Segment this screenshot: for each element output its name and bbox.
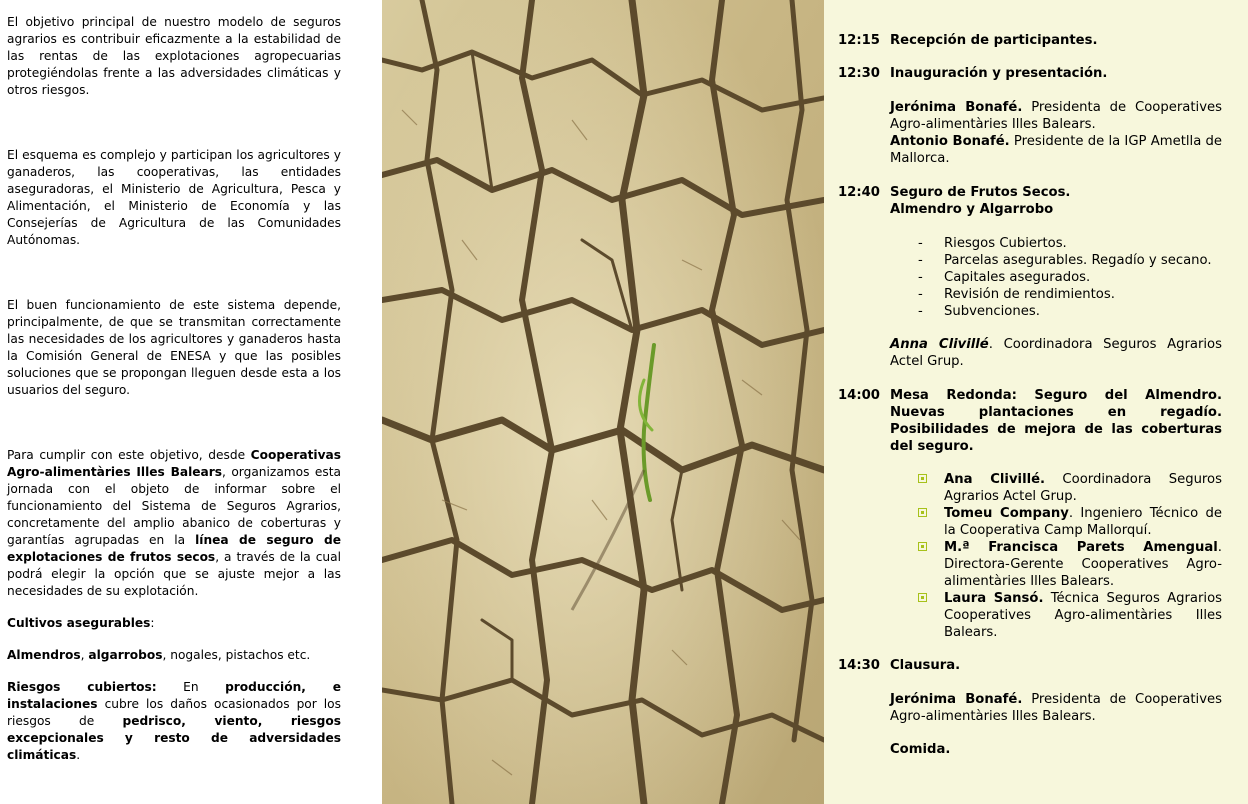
agenda-time: 12:30 <box>838 66 880 81</box>
panel-list <box>838 471 1222 641</box>
agenda-time: 14:00 <box>838 388 880 403</box>
left-text <box>7 14 341 764</box>
scheme-paragraph: El esquema es complejo y participan los agricultores y ganaderos, las cooperativas, las entidades aseguradoras, el Ministerio de Agricultura, Pesca y Alimentación, el Ministerio de Economía y las Consejerías de Agricultura de las Comunidades Autónomas. <box>7 148 341 247</box>
objective-paragraph: Para cumplir con este objetivo, desde Cooperativas Agro-alimentàries Illes Balears, organizamos esta jornada con el objeto de informar sobre el funcionamiento del Sistema de Seguros Agrarios, concretamente del amplio abanico de coberturas y garantías agrupadas en la línea de seguro de explotaciones de frutos secos, a través de la cual podrá elegir la opción que se ajuste mejor a las necesidades de su explotación. <box>7 448 341 598</box>
list-item: - Parcelas asegurables. Regadío y secano. <box>918 253 1212 268</box>
program-agenda <box>838 32 1222 758</box>
agenda-title: Clausura. <box>890 658 961 673</box>
list-item: Laura Sansó. Técnica Seguros Agrarios Cooperatives Agro-alimentàries Illes Balears. <box>918 590 1222 641</box>
speaker: Anna Clivillé. Coordinadora Seguros Agrarios Actel Grup. <box>890 337 1222 369</box>
speaker: Jerónima Bonafé. Presidenta de Cooperatives Agro-alimentàries Illes Balears. <box>890 100 1222 132</box>
list-item: - Revisión de rendimientos. <box>918 287 1115 302</box>
lunch: Comida. <box>890 742 951 757</box>
speaker: Antonio Bonafé. Presidente de la IGP Ametlla de Mallorca. <box>890 134 1222 166</box>
operation-paragraph: El buen funcionamiento de este sistema depende, principalmente, de que se transmitan correctamente las necesidades de los agricultores y ganaderos hasta la Comisión General de ENESA y que las posibles soluciones que se propongan lleguen desde esta a los usuarios del seguro. <box>7 298 341 397</box>
agenda-item-1240 <box>838 184 1222 218</box>
agenda-item-1400 <box>838 387 1222 455</box>
intro-paragraph: El objetivo principal de nuestro modelo de seguros agrarios es contribuir eficazmente a la estabilidad de las rentas de las explotaciones agropecuarias protegiéndolas frente a las adversidades climáticas y otros riesgos. <box>7 15 341 97</box>
bullet-icon <box>918 542 927 551</box>
cracked-earth-sprout-photo <box>382 0 824 804</box>
cultivos-list: Almendros, algarrobos, nogales, pistachos etc. <box>7 648 311 662</box>
agenda-title: Inauguración y presentación. <box>890 66 1108 81</box>
list-item: - Subvenciones. <box>918 304 1040 319</box>
speaker: Jerónima Bonafé. Presidenta de Cooperatives Agro-alimentàries Illes Balears. <box>890 692 1222 724</box>
agenda-item-1230 <box>838 65 1222 82</box>
list-item: - Capitales asegurados. <box>918 270 1091 285</box>
list-item: Tomeu Company. Ingeniero Técnico de la Cooperativa Camp Mallorquí. <box>918 505 1222 539</box>
list-item: - Riesgos Cubiertos. <box>918 236 1067 251</box>
agenda-title: Recepción de participantes. <box>890 33 1098 48</box>
topics-list <box>838 235 1222 320</box>
agenda-time: 14:30 <box>838 658 880 673</box>
bullet-icon <box>918 508 927 517</box>
agenda-title: Seguro de Frutos Secos. Almendro y Algarrobo <box>890 185 1071 217</box>
list-item: M.ª Francisca Parets Amengual. Directora-Gerente Cooperatives Agro-alimentàries Illes Balears. <box>918 539 1222 590</box>
list-item: Ana Clivillé. Coordinadora Seguros Agrarios Actel Grup. <box>918 471 1222 505</box>
agenda-time: 12:40 <box>838 185 880 200</box>
cultivos-heading: Cultivos asegurables: <box>7 616 155 630</box>
cracked-earth-image <box>382 0 824 804</box>
bullet-icon <box>918 474 927 483</box>
agenda-time: 12:15 <box>838 33 880 48</box>
bullet-icon <box>918 593 927 602</box>
agenda-item-1215 <box>838 32 1222 49</box>
left-column <box>0 0 380 804</box>
riesgos-paragraph: Riesgos cubiertos: En producción, e instalaciones cubre los daños ocasionados por los riesgos de pedrisco, viento, riesgos excepcionales y resto de adversidades climáticas. <box>7 680 341 762</box>
agenda-item-1430 <box>838 657 1222 674</box>
program-column <box>824 0 1248 804</box>
agenda-title: Mesa Redonda: Seguro del Almendro. Nuevas plantaciones en regadío. Posibilidades de mejora de las coberturas del seguro. <box>890 388 1222 454</box>
